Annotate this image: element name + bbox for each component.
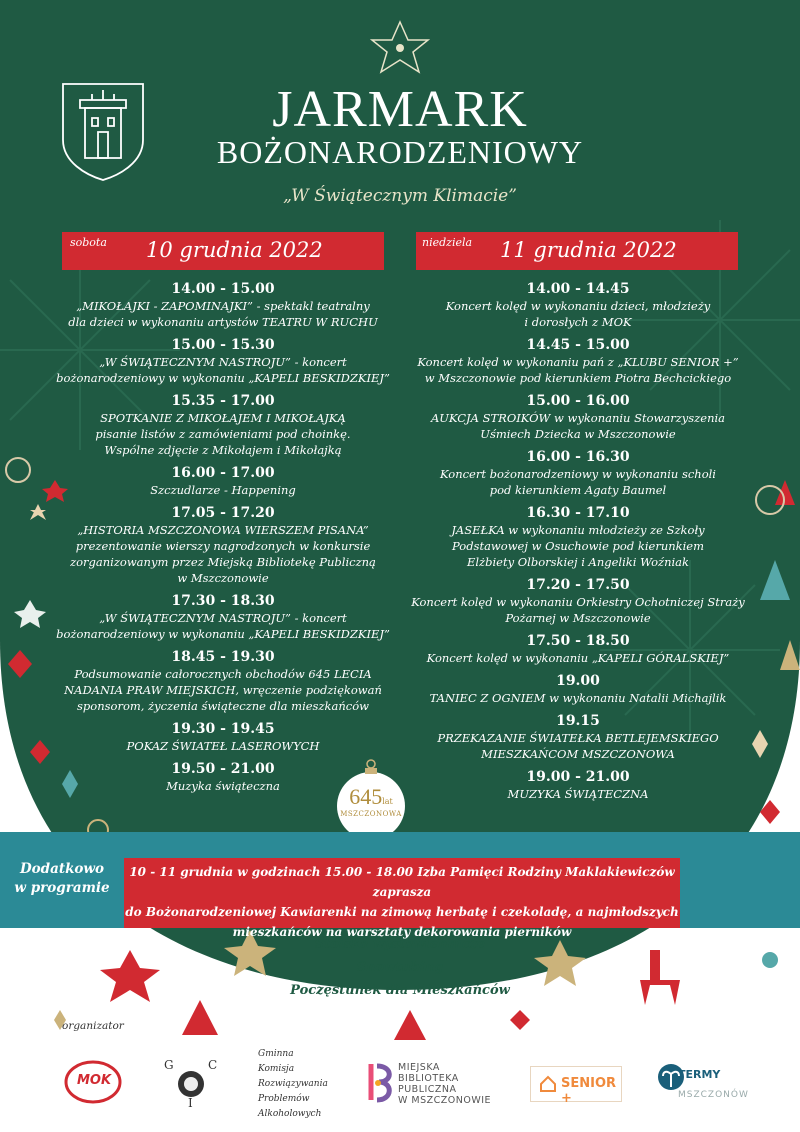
senior-logo (530, 1066, 622, 1106)
extra-text-line: 10 - 11 grudnia w godzinach 15.00 - 18.00 Izba Pamięci Rodziny Maklakiewiczów zaprasza (129, 865, 675, 899)
day2-date: 11 grudnia 2022 (500, 238, 677, 262)
event-time: 17.50 - 18.50 (526, 633, 630, 649)
schedule-event (408, 672, 748, 706)
extra-label (0, 832, 124, 928)
gkrpa-line: Gminna (258, 1049, 294, 1059)
event-description-line: Koncert kolęd w wykonaniu „KAPELI GÓRALSKIEJ” (426, 651, 730, 665)
event-description-line: „W ŚWIĄTECZNYM NASTROJU” - koncert (99, 611, 347, 625)
ornament-label (337, 784, 405, 818)
event-description-line: POKAZ ŚWIATEŁ LASEROWYCH (126, 739, 320, 753)
extra-label-line1: Dodatkowo (19, 861, 105, 877)
event-description-line: Pożarnej w Mszczonowie (505, 611, 651, 625)
event-description-line: Wspólne zdjęcie z Mikołajem i Mikołajką (104, 443, 342, 457)
event-description-line: AUKCJA STROIKÓW w wykonaniu Stowarzyszenia (430, 411, 726, 425)
event-description-line: w Mszczonowie (177, 571, 269, 585)
ornament-city: MSZCZONOWA (340, 810, 402, 818)
library-logo-text (398, 1062, 491, 1106)
termy-logo-subtext: MSZCZONÓW (678, 1090, 749, 1100)
event-time: 19.50 - 21.00 (171, 761, 275, 777)
event-time: 19.00 - 21.00 (526, 769, 630, 785)
event-time: 15.00 - 16.00 (526, 393, 630, 409)
mok-logo-text: MOK (77, 1073, 112, 1088)
event-description-line: MUZYKA ŚWIĄTECZNA (507, 787, 649, 801)
library-logo-icon (365, 1060, 395, 1106)
schedule-event (53, 592, 393, 642)
event-description-line: Uśmiech Dziecka w Mszczonowie (480, 427, 676, 441)
event-time: 16.00 - 17.00 (171, 465, 275, 481)
event-description-line: Podsumowanie całorocznych obchodów 645 LECIA (74, 667, 372, 681)
mok-logo (64, 1060, 122, 1104)
schedule-event (408, 632, 748, 666)
subtitle: „W Świątecznym Klimacie” (283, 186, 517, 206)
schedule-event (408, 448, 748, 498)
gkrpa-logo (160, 1056, 222, 1112)
event-description-line: Szczudlarze - Happening (150, 483, 296, 497)
gkrpa-letter: G (164, 1058, 174, 1072)
schedule-event (408, 712, 748, 762)
event-description-line: Koncert bożonarodzeniowy w wykonaniu scholi (440, 467, 716, 481)
library-line: PUBLICZNA (398, 1084, 457, 1095)
schedule-event (408, 576, 748, 626)
event-description-line: JASEŁKA w wykonaniu młodzieży ze Szkoły (451, 523, 705, 537)
event-description-line: „HISTORIA MSZCZONOWA WIERSZEM PISANA” (77, 523, 369, 537)
event-description-line: Muzyka świąteczna (166, 779, 280, 793)
day1-schedule (53, 280, 393, 800)
event-description-line: pisanie listów z zamówieniami pod choinkę. (95, 427, 351, 441)
event-description-line: dla dzieci w wykonaniu artystów TEATRU W RUCHU (68, 315, 378, 329)
library-line: W MSZCZONOWIE (398, 1095, 492, 1106)
gkrpa-letter: I (188, 1096, 193, 1110)
event-description-line: Koncert kolęd w wykonaniu Orkiestry Ochotniczej Straży (411, 595, 745, 609)
schedule-event (53, 336, 393, 386)
event-description-line: sponsorom, życzenia świąteczne dla mieszkańców (77, 699, 369, 713)
senior-logo-text: SENIOR + (561, 1076, 617, 1106)
title-line-1: JARMARK (272, 81, 528, 138)
schedule-event (53, 392, 393, 458)
schedule-event (408, 768, 748, 802)
event-time: 18.45 - 19.30 (171, 649, 275, 665)
event-description-line: w Mszczonowie pod kierunkiem Piotra Bechcickiego (424, 371, 732, 385)
event-description-line: „MIKOŁAJKI - ZAPOMINAJKI” - spektakl teatralny (76, 299, 370, 313)
footer-line-stands: Stoiska wystawiennicze (314, 937, 486, 952)
extra-info-box (124, 858, 680, 939)
gkrpa-line: Komisja (258, 1064, 295, 1074)
event-description-line: prezentowanie wierszy nagrodzonych w konkursie (75, 539, 371, 553)
schedule-event (408, 336, 748, 386)
extra-label-line2: w programie (14, 880, 110, 896)
ornament-number: 645 (349, 784, 383, 809)
day2-header (416, 232, 738, 270)
footer-line-refreshments: Poczęstunek dla Mieszkańców (290, 983, 510, 998)
event-time: 17.30 - 18.30 (171, 593, 275, 609)
event-description-line: bożonarodzeniowy w wykonaniu „KAPELI BESKIDZKIEJ” (56, 371, 390, 385)
gkrpa-line: Problemów (258, 1094, 310, 1104)
event-time: 14.00 - 14.45 (526, 281, 630, 297)
event-description-line: pod kierunkiem Agaty Baumel (489, 483, 667, 497)
house-icon (539, 1075, 557, 1093)
event-time: 15.00 - 15.30 (171, 337, 275, 353)
event-description-line: Elżbiety Olborskiej i Angeliki Woźniak (466, 555, 689, 569)
event-time: 14.45 - 15.00 (526, 337, 630, 353)
event-description-line: PRZEKAZANIE ŚWIATEŁKA BETLEJEMSKIEGO (437, 731, 719, 745)
event-description-line: TANIEC Z OGNIEM w wykonaniu Natalii Michajlik (429, 691, 727, 705)
day2-weekday: niedziela (422, 236, 473, 249)
event-time: 15.35 - 17.00 (171, 393, 275, 409)
gkrpa-letter: C (208, 1058, 218, 1072)
gkrpa-line: Alkoholowych (258, 1109, 322, 1119)
extra-text-line: do Bożonarodzeniowej Kawiarenki na zimową herbatę i czekoladę, a najmłodszych (125, 905, 679, 919)
event-description-line: Podstawowej w Osuchowie pod kierunkiem (452, 539, 704, 553)
schedule-event (53, 648, 393, 714)
termy-logo-text: TERMY (678, 1068, 721, 1081)
event-time: 16.00 - 16.30 (526, 449, 630, 465)
event-description-line: MIESZKAŃCOM MSZCZONOWA (481, 747, 675, 761)
schedule-event (53, 464, 393, 498)
schedule-event (408, 504, 748, 570)
event-time: 16.30 - 17.10 (526, 505, 630, 521)
footer-line-snowtubing: Snowtubing (356, 960, 444, 975)
event-time: 19.30 - 19.45 (171, 721, 275, 737)
day1-date: 10 grudnia 2022 (146, 238, 323, 262)
schedule-event (53, 720, 393, 754)
event-time: 17.05 - 17.20 (171, 505, 275, 521)
day2-schedule (408, 280, 748, 808)
library-line: MIEJSKA (398, 1062, 440, 1073)
schedule-event (408, 392, 748, 442)
library-line: BIBLIOTEKA (398, 1073, 459, 1084)
event-description-line: „W ŚWIĄTECZNYM NASTROJU” - koncert (99, 355, 347, 369)
event-description-line: bożonarodzeniowy w wykonaniu „KAPELI BESKIDZKIEJ” (56, 627, 390, 641)
day1-weekday: sobota (70, 236, 107, 249)
event-description-line: i dorosłych z MOK (524, 315, 632, 329)
event-time: 19.15 (556, 713, 600, 729)
extra-text-line: mieszkańców na warsztaty dekorowania pierników (232, 925, 572, 939)
organizer-label: organizator (62, 1020, 124, 1032)
event-description-line: NADANIA PRAW MIEJSKICH, wręczenie podziękowań (64, 683, 382, 697)
title-line-2: BOŻONARODZENIOWY (216, 134, 584, 170)
event-time: 14.00 - 15.00 (171, 281, 275, 297)
gkrpa-text (258, 1047, 328, 1122)
schedule-event (53, 504, 393, 586)
schedule-event (53, 280, 393, 330)
day1-header (62, 232, 384, 270)
event-description-line: SPOTKANIE Z MIKOŁAJEM I MIKOŁAJKĄ (100, 411, 346, 425)
event-description-line: Koncert kolęd w wykonaniu pań z „KLUBU SENIOR +” (417, 355, 739, 369)
event-time: 19.00 (556, 673, 600, 689)
event-description-line: Koncert kolęd w wykonaniu dzieci, młodzieży (445, 299, 711, 313)
schedule-event (408, 280, 748, 330)
event-time: 17.20 - 17.50 (526, 577, 630, 593)
ornament-suffix: lat (382, 797, 393, 806)
event-description-line: zorganizowanym przez Miejską Bibliotekę Publiczną (70, 555, 376, 569)
gkrpa-line: Rozwiązywania (258, 1079, 328, 1089)
